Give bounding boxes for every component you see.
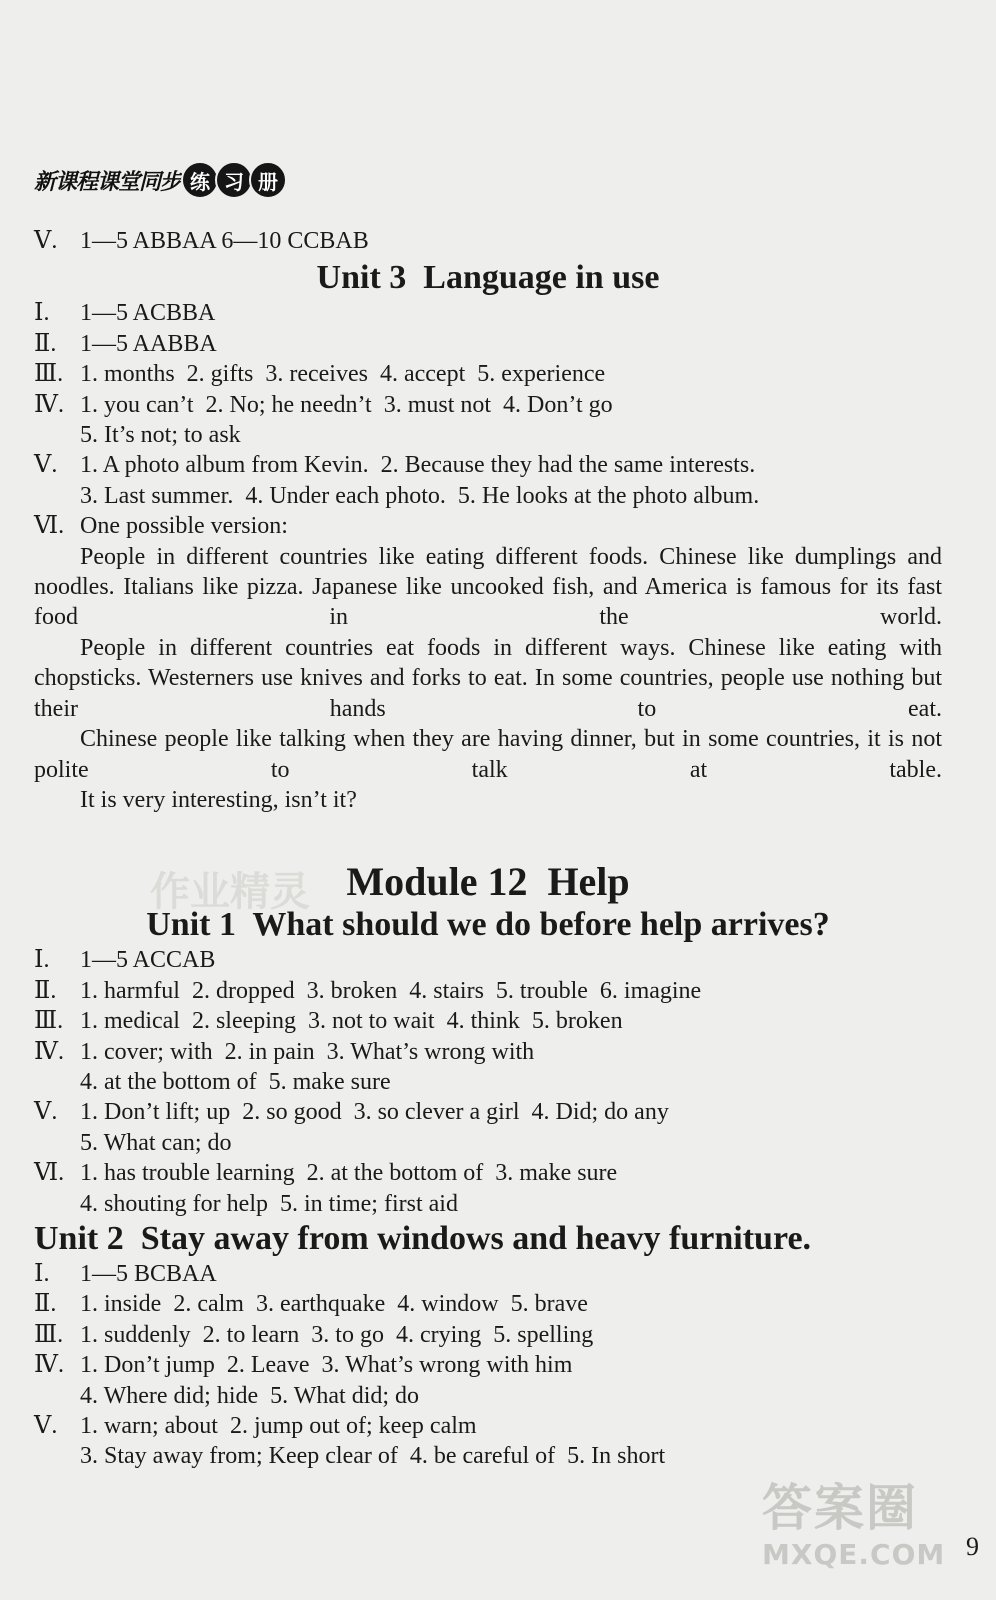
essay-paragraph-4: It is very interesting, isn’t it? xyxy=(80,786,357,813)
answer-text: 1—5 BCBAA xyxy=(80,1260,217,1287)
answer-line-continued: 4. at the bottom of 5. make sure xyxy=(80,1068,391,1095)
answer-line xyxy=(34,298,942,328)
answer-text: 1. Don’t lift; up 2. so good 3. so clever a girl 4. Did; do any xyxy=(80,1099,669,1126)
answer-text: 1. suddenly 2. to learn 3. to go 4. crying 5. spelling xyxy=(80,1321,594,1348)
answer-line xyxy=(34,1320,942,1350)
answer-text: 1. has trouble learning 2. at the bottom of 3. make sure xyxy=(80,1160,618,1187)
answer-line xyxy=(34,1158,942,1188)
series-header xyxy=(34,160,287,200)
roman-numeral: Ⅱ. xyxy=(34,977,57,1004)
roman-numeral: Ⅴ. xyxy=(34,452,58,479)
answer-line xyxy=(34,945,942,975)
roman-numeral: Ⅴ. xyxy=(34,1413,58,1439)
answer-text: 1—5 ACCAB xyxy=(80,947,216,974)
answer-text: 1. you can’t 2. No; he needn’t 3. must not 4. Don’t go xyxy=(80,391,613,418)
essay-paragraph-3: Chinese people like talking when they are having dinner, but in some countries, it is not polite to talk at table. xyxy=(34,726,942,783)
roman-numeral: Ⅳ. xyxy=(34,1038,64,1065)
module12-unit1-title: Unit 1 What should we do before help arrives? xyxy=(146,906,830,944)
answer-line xyxy=(34,1350,942,1380)
badge-xi: 习 xyxy=(215,161,253,199)
answer-text: 1. A photo album from Kevin. 2. Because they had the same interests. xyxy=(80,452,756,479)
answer-line xyxy=(34,359,942,389)
answer-line-continued: 5. It’s not; to ask xyxy=(80,422,241,449)
page-number: 9 xyxy=(966,1532,979,1561)
roman-numeral: Ⅱ. xyxy=(34,1291,57,1318)
answer-line xyxy=(34,511,942,541)
roman-numeral: Ⅳ. xyxy=(34,1352,64,1379)
badge-ce: 册 xyxy=(249,161,287,199)
answer-text: 1. Don’t jump 2. Leave 3. What’s wrong with him xyxy=(80,1352,573,1379)
answer-line xyxy=(34,329,942,359)
unit3-title: Unit 3 Language in use xyxy=(316,259,660,297)
roman-numeral: Ⅰ. xyxy=(34,300,50,327)
series-title: 新课程课堂同步 xyxy=(34,169,182,195)
answer-line xyxy=(34,1289,942,1319)
answer-line xyxy=(34,390,942,420)
answer-text: 1. inside 2. calm 3. earthquake 4. window 5. brave xyxy=(80,1291,588,1318)
roman-numeral: Ⅲ. xyxy=(34,361,64,388)
answer-text: 1. medical 2. sleeping 3. not to wait 4. think 5. broken xyxy=(80,1008,623,1035)
watermark-url: MXQE.COM xyxy=(762,1538,946,1571)
answer-text: 1—5 ABBAA 6—10 CCBAB xyxy=(80,228,369,254)
answer-text: 1. warn; about 2. jump out of; keep calm xyxy=(80,1413,477,1439)
roman-numeral: Ⅵ. xyxy=(34,1160,65,1187)
module12-unit2-title: Unit 2 Stay away from windows and heavy furniture. xyxy=(34,1219,812,1257)
roman-numeral: Ⅴ. xyxy=(34,1099,58,1126)
answer-line xyxy=(34,1097,942,1127)
roman-numeral: Ⅴ. xyxy=(34,228,58,254)
answer-line-continued: 5. What can; do xyxy=(80,1129,232,1156)
answer-text: 1. months 2. gifts 3. receives 4. accept 5. experience xyxy=(80,361,606,388)
watermark-logo-text: 答案圈 xyxy=(762,1479,918,1537)
roman-numeral: Ⅰ. xyxy=(34,1260,50,1287)
answer-line xyxy=(34,1411,942,1441)
answer-line xyxy=(34,1006,942,1036)
faint-stamp: 作业精灵 xyxy=(150,869,310,915)
roman-numeral: Ⅰ. xyxy=(34,947,50,974)
answer-line xyxy=(34,976,942,1006)
answer-line xyxy=(34,1037,942,1067)
module12-title: Module 12 Help xyxy=(346,859,630,905)
roman-numeral: Ⅵ. xyxy=(34,513,65,540)
answer-text: 1—5 AABBA xyxy=(80,330,217,357)
roman-numeral: Ⅲ. xyxy=(34,1008,64,1035)
answer-text: 1—5 ACBBA xyxy=(80,300,216,327)
answer-text: 1. harmful 2. dropped 3. broken 4. stairs 5. trouble 6. imagine xyxy=(80,977,702,1004)
answer-text: One possible version: xyxy=(80,513,288,540)
watermark xyxy=(762,1478,972,1588)
roman-numeral: Ⅲ. xyxy=(34,1321,64,1348)
answer-line-continued: 3. Last summer. 4. Under each photo. 5. He looks at the photo album. xyxy=(80,482,760,509)
essay-paragraph-1: People in different countries like eating different foods. Chinese like dumplings and noodles. Italians like pizza. Japanese like uncooked fish, and America is famous for its fast food in the world. xyxy=(34,543,942,631)
answer-content xyxy=(34,226,942,1472)
answer-line xyxy=(34,450,942,480)
badge-lian: 练 xyxy=(181,161,219,199)
roman-numeral: Ⅱ. xyxy=(34,330,57,357)
answer-text: 1. cover; with 2. in pain 3. What’s wrong with xyxy=(80,1038,535,1065)
essay-paragraph-2: People in different countries eat foods in different ways. Chinese like eating with chopsticks. Westerners use knives and forks to eat. In some countries, people use nothing but their hands to eat. xyxy=(34,634,942,722)
roman-numeral: Ⅳ. xyxy=(34,391,64,418)
series-badges xyxy=(185,161,287,199)
answer-line-continued: 4. shouting for help 5. in time; first aid xyxy=(80,1190,458,1217)
answer-line-continued: 4. Where did; hide 5. What did; do xyxy=(80,1382,420,1409)
answer-line xyxy=(34,1259,942,1289)
answer-line-continued: 3. Stay away from; Keep clear of 4. be careful of 5. In short xyxy=(80,1443,666,1470)
answer-line xyxy=(34,226,942,256)
